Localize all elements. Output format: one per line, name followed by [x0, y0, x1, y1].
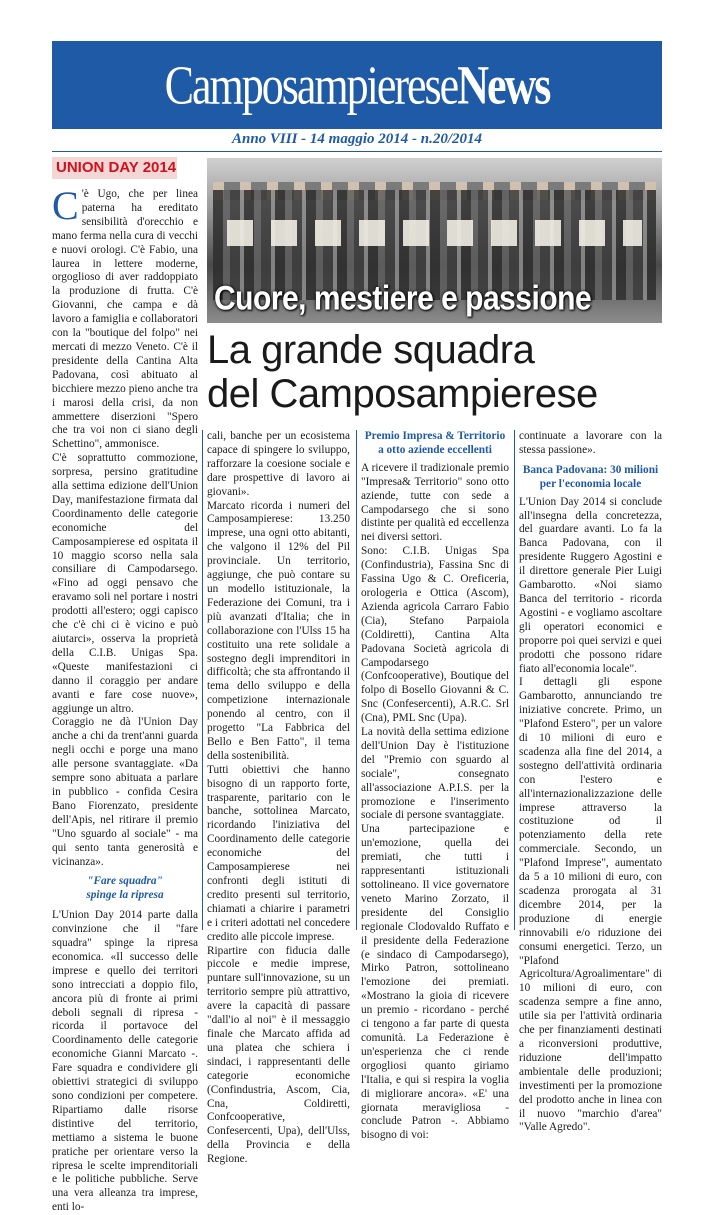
column-divider-2 [356, 430, 357, 930]
col1-subhead-line1: "Fare squadra" [87, 875, 163, 888]
col2-paragraph-3: Tutti obiettivi che hanno bisogno di un rapporto forte, trasparente, paritario con le banche, sottolinea Marcato, ricordando l'iniziativa del Coordinamento delle categorie economiche del Camposampierese nei confronti degli istituti di credito presenti sul territorio, chiamati a chiarire i parametri e i criteri adottati nel concedere credito alle piccole imprese. [207, 763, 350, 943]
masthead-part1: Camposampierese [164, 54, 458, 116]
section-tag: UNION DAY 2014 [52, 157, 177, 179]
col4-paragraph-2: L'Union Day 2014 si conclude all'insegna della concretezza, del guardare avanti. Lo fa la Banca Padovana, con il presidente Ruggero Agostini e il direttore generale Pier Luigi Gambarotto. «Noi siamo Banca del territorio - ricorda Agostini - e vogliamo ascoltare gli operatori economici e proporre poi quei servizi e quei prodotti che possono ridare fiato all'economia locale". [519, 495, 662, 675]
column-divider-1 [202, 430, 203, 930]
col2-paragraph-1: cali, banche per un ecosistema capace di spingere lo sviluppo, rafforzare la coesione sociale e dare prospettive di lavoro ai giovani». [207, 430, 350, 498]
col3-paragraph-2: Sono: C.I.B. Unigas Spa (Confindustria), Fassina Snc di Fassina Ugo & C. Oreficeria, orologeria e Ottica (Ascom), Azienda agricola Carraro Fabio (Cia), Stefano Parpaiola (Coldiretti), Cantina Alta Padovana Società agricola di Campodarsego (Confcooperative), Boutique del folpo di Bosello Giovanni & C. Snc (Confesercenti), A.R.C. Srl (Cna), PML Snc (Upa). [361, 545, 509, 725]
headline [207, 328, 662, 416]
col2-paragraph-2: Marcato ricorda i numeri del Camposampierese: 13.250 imprese, una ogni otto abitanti, che valgono il 12% del Pil provinciale. Un territorio, aggiunge, che può contare su un modello istituzionale, la Federazione dei Comuni, tra i più avanzati d'Italia; che in collaborazione con l'Ulss 15 ha costituito una rete solidale a sostegno degli imprenditori in difficoltà; che sta affrontando il tema dello sviluppo e della competizione internazionale ponendo al centro, con il progetto "La Fabbrica del Bello e Ben Fatto", il tema della sostenibilità. [207, 499, 350, 762]
article-column-3 [361, 430, 509, 1143]
headline-line1: La grande squadra [207, 328, 535, 372]
photo-caption: Cuore, mestiere e passione [214, 279, 592, 318]
dateline: Anno VIII - 14 maggio 2014 - n.20/2014 [231, 131, 483, 147]
col1-paragraph-3: Coraggio ne dà l'Union Day anche a chi da trent'anni guarda negli occhi e porge una mano alle persone svantaggiate. «Da sempre sono abituata a parlare in pubblico - confida Cesira Bano Fiorenzato, presidente dell'Apis, nel ritirare il premio "Uno sguardo al sociale" - ma qui sento tanta generosità e vicinanza». [52, 716, 198, 868]
col1-paragraph-2: C'è soprattutto commozione, sorpresa, persino gratitudine alla settima edizione dell'Union Day, manifestazione firmata dal Coordinamento delle categorie economiche del Camposampierese ed ospitata il 10 maggio scorso nella sala consiliare di Campodarsego. «Fino ad oggi pensavo che eravamo soli nel portare i nostri prodotti all'estero; oggi capisco che c'è chi ci è vicino e può aiutarci», osserva la proprietà della C.I.B. Unigas Spa. «Queste manifestazioni ci danno il coraggio per andare avanti e fare cose nuove», aggiunge un altro. [52, 452, 198, 715]
col3-subhead-line2: a otto aziende eccellenti [378, 443, 492, 456]
headline-line2: del Camposampierese [207, 372, 598, 416]
masthead [52, 41, 662, 129]
col1-paragraph-1: 'è Ugo, che per linea paterna ha ereditato sensibilità d'orecchio e mano ferma nella cura di vecchi e nuovi orologi. C'è Fabio, una laurea in lettere moderne, orgoglioso di aver raddoppiato la produzione di frutta. C'è Giovanni, che campa e dà lavoro a famiglia e collaboratori con la "boutique del folpo" nei mercati di mezzo Veneto. C'è il presidente della Cantina Alta Padovana, così abituato al bicchiere mezzo pieno anche tra i marosi della crisi, da non ammettere diserzioni "Spero che tra voi non ci siano degli Schettino", ammonisce. [52, 188, 198, 451]
masthead-part2: News [457, 54, 550, 116]
col3-paragraph-4: Una partecipazione e un'emozione, quella dei premiati, che tutti i rappresentanti istituzionali sottolineano. Il vice governatore veneto Marino Zorzato, il presidente del Consiglio regionale Clodovaldo Ruffato e il presidente della Federazione (e sindaco di Campodarsego), Mirko Patron, sottolineano l'emozione dei premiati. «Mostrano la gioia di ricevere un premio - ricordano - perché ci tengono a far parte di questa comunità. La Federazione è un'esperienza che ci rende orgogliosi quanto giriamo l'Italia, e qui si respira la voglia di migliorare ancora». «E' una giornata meravigliosa - conclude Patron -. Abbiamo bisogno di voi: [361, 823, 509, 1142]
col4-subhead-line1: Banca Padovana: 30 milioni [522, 463, 659, 476]
col3-paragraph-1: A ricevere il tradizionale premio "Impresa& Territorio" sono otto aziende, tutte con sede a Campodarsego che si sono distinte per qualità ed eccellenza nei diversi settori. [361, 461, 509, 544]
dropcap: C [52, 183, 79, 228]
col2-paragraph-4: Ripartire con fiducia dalle piccole e medie imprese, puntare sull'innovazione, su un territorio sempre più attrattivo, avere la capacità di passare "dall'io al noi" è il messaggio finale che Marcato affida ad una platea che schiera i sindaci, i rappresentanti delle categorie economiche (Confindustria, Ascom, Cia, Cna, Coldiretti, Confcooperative, Confesercenti, Upa), dell'Ulss, della Provincia e della Regione. [207, 944, 350, 1166]
dateline-rule [52, 151, 662, 152]
col3-paragraph-3: La novità della settima edizione dell'Union Day è l'istituzione del "Premio con sguardo al sociale", consegnato all'associazione A.P.I.S. per la promozione e l'inserimento sociale di persone svantaggiate. [361, 726, 509, 822]
col3-subhead [361, 430, 509, 458]
col4-paragraph-1: continuate a lavorare con la stessa passione». [519, 430, 662, 456]
col4-subhead [519, 464, 662, 492]
col4-paragraph-3: I dettagli gli espone Gambarotto, annunciando tre iniziative concrete. Primo, un "Plafond Estero", per un valore di 10 milioni di euro e scadenza alla fine del 2014, a sostegno dell'attività ordinaria con l'estero e all'internazionalizzazione delle imprese attraverso la costituzione od il potenziamento della rete commerciale. Secondo, un "Plafond Imprese", aumentato da 5 a 10 milioni di euro, con scadenza prorogata al 31 dicembre 2014, per la produzione di energie rinnovabili e/o riduzione dei consumi energetici. Terzo, un "Plafond Agricoltura/Agroalimentare" di 10 milioni di euro, con scadenza sempre a fine anno, utile sia per l'attività ordinaria che per finanziamenti destinati a riconversioni produttive, riduzione dell'impatto ambientale delle produzioni; investimenti per la promozione del prodotto anche in linea con il nuovo "marchio d'area" "Valle Agredo". [519, 676, 662, 1134]
col3-subhead-line1: Premio Impresa & Territorio [364, 430, 506, 442]
col4-subhead-line2: per l'economia locale [539, 477, 642, 490]
article-column-1 [52, 183, 198, 1215]
article-column-2 [207, 430, 350, 1167]
article-column-4 [519, 430, 662, 1135]
col1-paragraph-4: L'Union Day 2014 parte dalla convinzione che il "fare squadra" spinge la ripresa economica. «Il successo delle imprese e quello dei territori sono intrecciati a doppio filo, ancora più di fronte ai primi deboli segnali di ripresa - ricorda il portavoce del Coordinamento delle categorie economiche Gianni Marcato -. Fare squadra e condividere gli obiettivi strategici di sviluppo sono condizioni per competere. Ripartiamo dalle risorse distintive del territorio, mettiamo a sistema le buone pratiche per orientare verso la ripresa le scelte imprenditoriali e le politiche pubbliche. Serve una vera alleanza tra imprese, enti lo- [52, 909, 198, 1214]
photo-plaques [227, 220, 642, 246]
col1-subhead [52, 875, 198, 903]
column-divider-3 [514, 430, 515, 930]
col1-subhead-line2: spinge la ripresa [86, 889, 164, 902]
